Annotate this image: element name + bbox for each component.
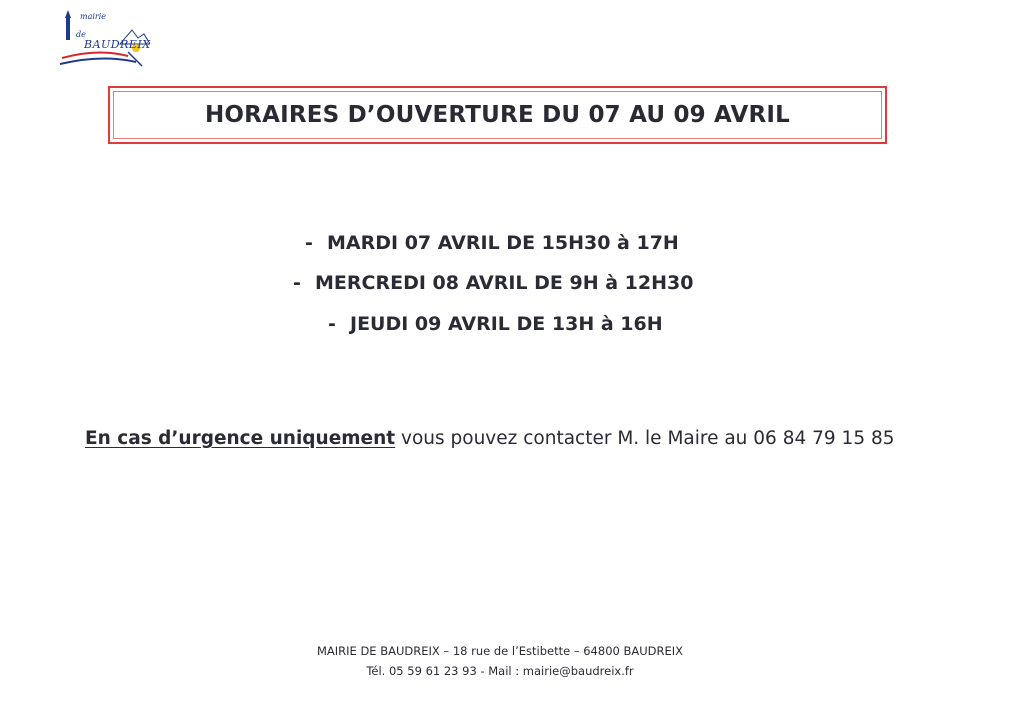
logo-mairie-text: mairie: [80, 12, 107, 21]
title-box: [108, 86, 887, 144]
footer-contact: Tél. 05 59 61 23 93 - Mail : mairie@baudreix.fr: [366, 664, 634, 678]
schedule-item-text: MARDI 07 AVRIL DE 15H30 à 17H: [327, 232, 679, 254]
schedule-item-text: MERCREDI 08 AVRIL DE 9H à 12H30: [315, 272, 694, 294]
logo-de-text: de: [76, 30, 86, 39]
logo-name-text: BAUDREIX: [84, 38, 151, 51]
footer-address: MAIRIE DE BAUDREIX – 18 rue de l’Estibette – 64800 BAUDREIX: [316, 644, 684, 658]
baudreix-logo: [58, 8, 150, 70]
urgence-contact-text: vous pouvez contacter M. le Maire au 06 84 79 15 85: [395, 428, 895, 449]
schedule-item-tuesday: [305, 232, 679, 254]
urgence-notice: [85, 428, 895, 449]
footer: [0, 641, 1000, 681]
schedule-item-text: JEUDI 09 AVRIL DE 13H à 16H: [350, 313, 663, 335]
page-title: HORAIRES D’OUVERTURE DU 07 AU 09 AVRIL: [204, 102, 791, 128]
schedule-item-wednesday: [293, 272, 693, 294]
schedule-item-thursday: [328, 313, 663, 335]
bullet-dash: -: [328, 313, 336, 335]
bullet-dash: -: [305, 232, 313, 254]
urgence-emphasis: En cas d’urgence uniquement: [85, 428, 396, 449]
bullet-dash: -: [293, 272, 301, 294]
